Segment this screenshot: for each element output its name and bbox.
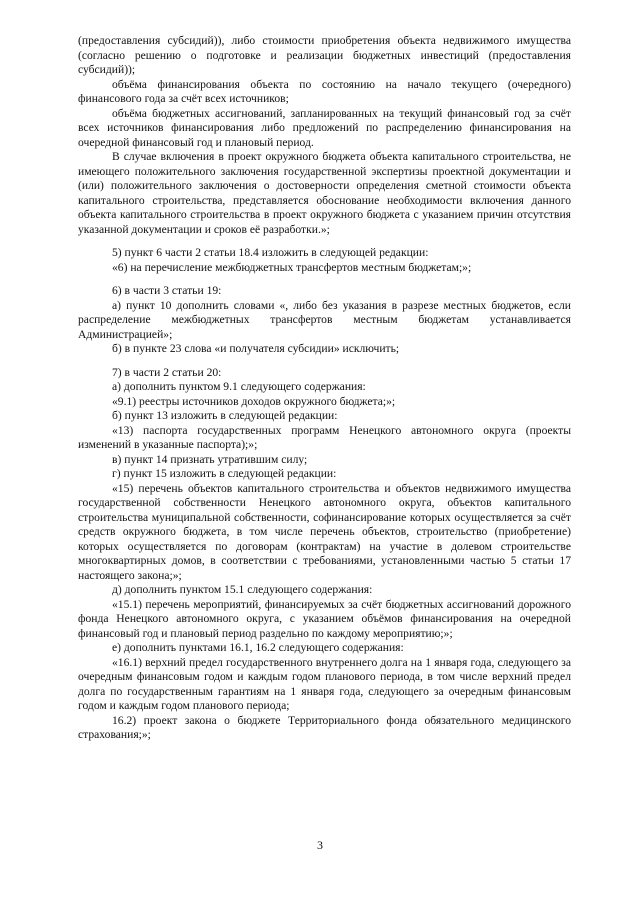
amendment-text: «6) на перечисление межбюджетных трансфертов местным бюджетам;»; [112,260,472,274]
amendment-item: 6) в части 3 статьи 19: [112,284,222,297]
amendment-text: «15) перечень объектов капитального строительства и объектов недвижимого имущества государственной собственности Ненецкого автономного округа, объектов капитального строительства муниципальной собственности, софинансирование которых осуществляется за счёт средств окружного бюджета, в том числе перечень объектов, строительство (приобретение) которых осуществляется по договорам (контрактам) на участие в долевом строительстве многоквартирных домов, в соответствии с требованиями, установленными частью 5 статьи 17 настоящего закона;»; [78,481,571,582]
page-number: 3 [317,838,323,852]
amendment-text: «15.1) перечень мероприятий, финансируемых за счёт бюджетных ассигнований дорожного фонда Ненецкого автономного округа, с указанием объёмов финансирования на очередной финансовый год и плановый период раздельно по каждому мероприятию;»; [78,597,571,640]
amendment-subitem: е) дополнить пунктами 16.1, 16.2 следующего содержания: [112,641,404,654]
amendment-subitem: д) дополнить пунктом 15.1 следующего содержания: [112,583,373,596]
paragraph: объёма бюджетных ассигнований, запланированных на текущий финансовый год за счёт всех источников финансирования либо предложений по распределению финансирования на очередной финансовый год и плановый период. [78,106,571,149]
paragraph: (предоставления субсидий)), либо стоимости приобретения объекта недвижимого имущества (согласно решению о подготовке и реализации бюджетных инвестиций (предоставления субсидий)); [78,34,571,76]
amendment-text: «9.1) реестры источников доходов окружного бюджета;»; [112,394,396,408]
amendment-item: 5) пункт 6 части 2 статьи 18.4 изложить в следующей редакции: [112,246,429,259]
amendment-text: «16.1) верхний предел государственного внутреннего долга на 1 января года, следующего за очередным финансовым годом и каждым годом планового периода, в том числе верхний предел долга по государственным гарантиям на 1 января года, следующего за очередным финансовым годом и каждым годом планового периода; [78,655,571,712]
amendment-subitem: г) пункт 15 изложить в следующей редакции: [112,467,337,480]
paragraph: объёма финансирования объекта по состоянию на начало текущего (очередного) финансового года за счёт всех источников; [78,77,571,105]
paragraph: В случае включения в проект окружного бюджета объекта капитального строительства, не имеющего положительного заключения государственной экспертизы проектной документации и (или) положительного заключения о достоверности определения сметной стоимости объекта капитального строительства, представляется обоснование необходимости включения данного объекта капитального строительства в проект окружного бюджета с указанием причин отсутствия указанной документации и сроков её разработки.»; [78,150,571,236]
amendment-subitem: а) пункт 10 дополнить словами «, либо без указания в разрезе местных бюджетов, если распределение межбюджетных трансфертов местным бюджетам устанавливается Администрацией»; [78,298,571,341]
amendment-subitem: б) пункт 13 изложить в следующей редакции: [112,409,338,422]
amendment-subitem: в) пункт 14 признать утратившим силу; [112,452,308,466]
amendment-item: 7) в части 2 статьи 20: [112,365,222,379]
amendment-text: «13) паспорта государственных программ Ненецкого автономного округа (проекты изменений в указанные паспорта);»; [78,423,571,451]
document-page [78,34,571,743]
amendment-subitem: б) в пункте 23 слова «и получателя субсидии» исключить; [112,342,400,355]
amendment-subitem: а) дополнить пунктом 9.1 следующего содержания: [112,380,366,393]
amendment-text: 16.2) проект закона о бюджете Территориального фонда обязательного медицинского страхования;»; [78,713,571,741]
